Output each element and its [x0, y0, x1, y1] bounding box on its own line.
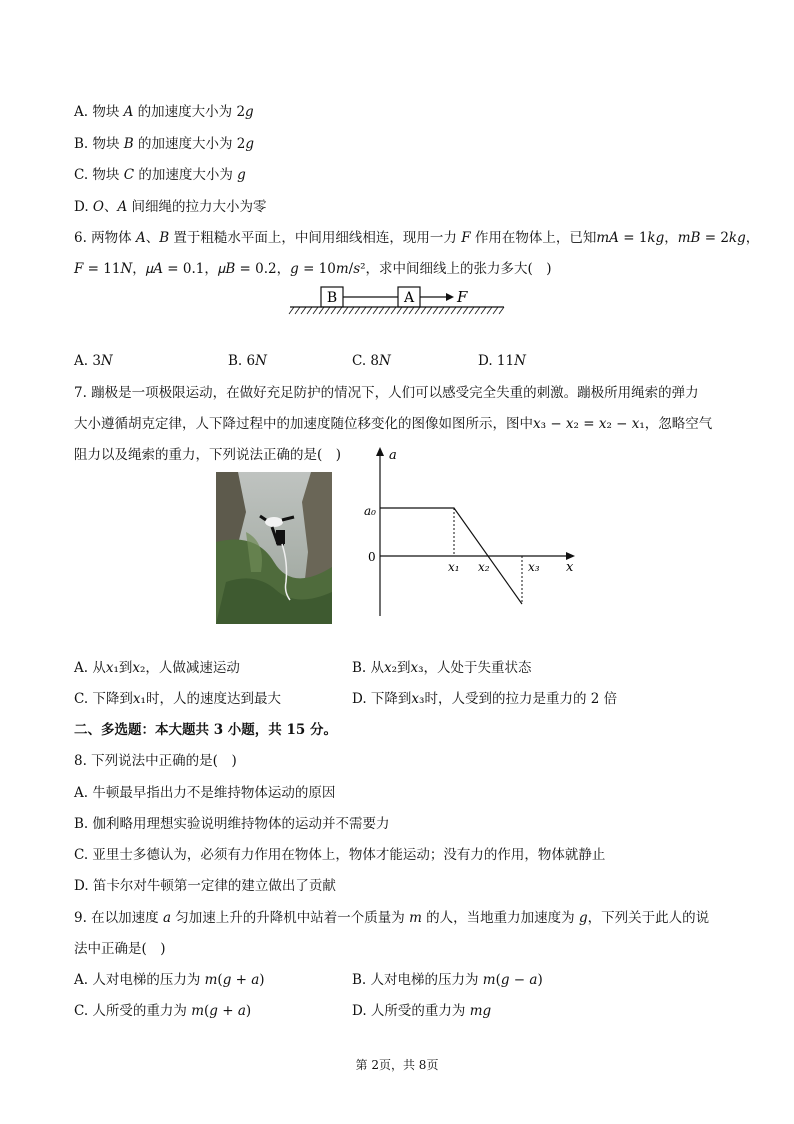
x2-label: x₂ — [478, 560, 490, 574]
x1-label: x₁ — [448, 560, 460, 574]
q9-stem-line2: 法中正确是( ) — [74, 941, 166, 957]
force-arrow-head — [446, 293, 454, 301]
section-title: 二、多选题：本大题共 3 小题，共 15 分。 — [74, 722, 337, 738]
q8-option-a: A. 牛顿最早指出力不是维持物体运动的原因 — [74, 785, 336, 801]
q6-option-a: A. 3𝑁 — [74, 353, 113, 369]
ground-hatching — [289, 307, 504, 314]
q8-option-b: B. 伽利略用理想实验说明维持物体的运动并不需要力 — [74, 816, 390, 832]
a-axis-label: a — [389, 448, 397, 463]
x3-label: x₃ — [528, 560, 540, 574]
q6-figure — [286, 283, 508, 321]
q6-option-b: B. 6𝑁 — [228, 353, 267, 369]
block-a-label: A — [403, 290, 415, 306]
a0-label: a₀ — [364, 504, 376, 518]
force-label: F — [457, 288, 468, 306]
q8-stem: 8. 下列说法中正确的是( ) — [74, 753, 237, 769]
q5-option-b: B. 物块 𝐵 的加速度大小为 2𝑔 — [74, 136, 255, 152]
q6-stem-line2: 𝐹 = 11𝑁，𝜇𝐴 = 0.1，𝜇𝐵 = 0.2，𝑔 = 10𝑚/𝑠²，求中间细线上的张力多大( ) — [74, 261, 552, 277]
q9-option-d: D. 人所受的重力为 𝑚𝑔 — [352, 1003, 492, 1019]
acceleration-displacement-graph — [352, 444, 584, 620]
bungee-photo — [216, 472, 332, 624]
q8-option-c: C. 亚里士多德认为，必须有力作用在物体上，物体才能运动；没有力的作用，物体就静止 — [74, 847, 606, 863]
q8-option-d: D. 笛卡尔对牛顿第一定律的建立做出了贡献 — [74, 878, 336, 894]
q7-stem-line2: 大小遵循胡克定律，人下降过程中的加速度随位移变化的图像如图所示，图中𝑥₃ − 𝑥₂ = 𝑥₂ − 𝑥₁，忽略空气 — [74, 416, 713, 432]
block-b-label: B — [326, 290, 338, 306]
q7-stem-line3: 阻力以及绳索的重力，下列说法正确的是( ) — [74, 447, 342, 463]
x-axis-label: x — [566, 560, 574, 575]
q9-option-c: C. 人所受的重力为 𝑚(𝑔 + 𝑎) — [74, 1003, 252, 1019]
q7-stem-line1: 7. 蹦极是一项极限运动，在做好充足防护的情况下，人们可以感受完全失重的刺激。蹦极所用绳索的弹力 — [74, 385, 699, 401]
q9-option-a: A. 人对电梯的压力为 𝑚(𝑔 + 𝑎) — [74, 972, 265, 988]
q7-option-b: B. 从𝑥₂到𝑥₃，人处于失重状态 — [352, 660, 532, 676]
q5-option-c: C. 物块 𝐶 的加速度大小为 𝑔 — [74, 167, 246, 183]
q5-option-a: A. 物块 𝐴 的加速度大小为 2𝑔 — [74, 104, 254, 120]
a-axis-arrow — [376, 447, 384, 456]
page-footer: 第 2页，共 8页 — [355, 1058, 439, 1072]
q6-option-c: C. 8𝑁 — [352, 353, 391, 369]
x-axis-arrow — [566, 552, 575, 560]
q7-option-a: A. 从𝑥₁到𝑥₂，人做减速运动 — [74, 660, 240, 676]
q9-option-b: B. 人对电梯的压力为 𝑚(𝑔 − 𝑎) — [352, 972, 543, 988]
q7-option-c: C. 下降到𝑥₁时，人的速度达到最大 — [74, 691, 281, 707]
q6-stem-line1: 6. 两物体 𝐴、𝐵 置于粗糙水平面上，中间用细线相连，现用一力 𝐹 作用在物体上，已知𝑚𝐴 = 1𝑘𝑔，𝑚𝐵 = 2𝑘𝑔， — [74, 230, 760, 246]
jumper-icon — [265, 517, 283, 527]
q7-option-d: D. 下降到𝑥₃时，人受到的拉力是重力的 2 倍 — [352, 691, 618, 707]
q5-option-d: D. 𝑂、𝐴 间细绳的拉力大小为零 — [74, 199, 267, 215]
origin-label: 0 — [368, 550, 376, 564]
q6-option-d: D. 11𝑁 — [478, 353, 526, 369]
q9-stem-line1: 9. 在以加速度 𝑎 匀加速上升的升降机中站着一个质量为 𝑚 的人，当地重力加速度为 𝑔，下列关于此人的说 — [74, 910, 710, 926]
